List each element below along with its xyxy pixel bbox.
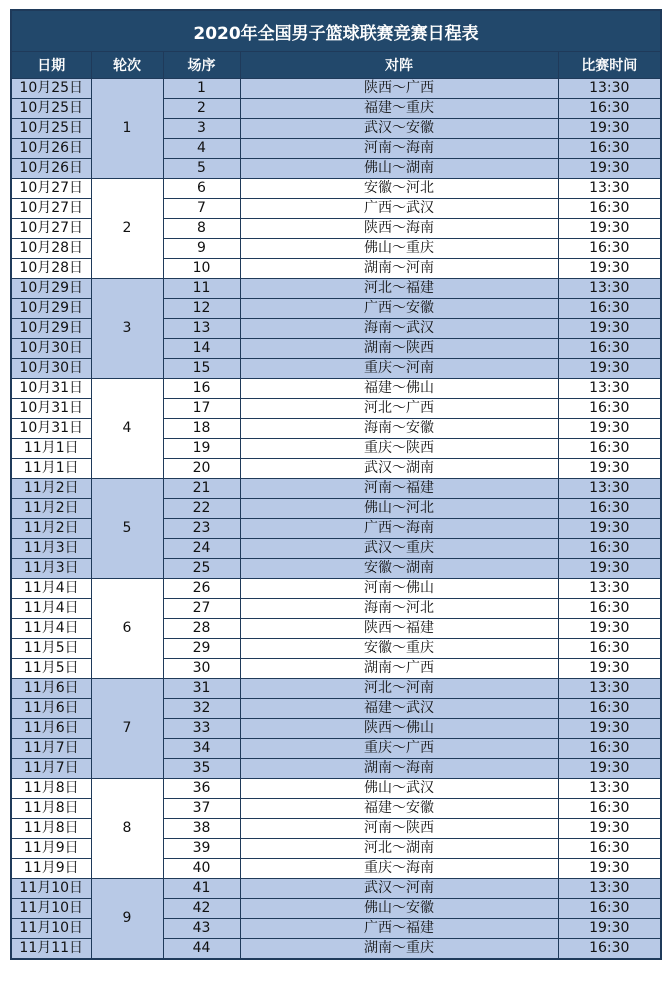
game-number-cell: 6 xyxy=(163,179,240,199)
match-cell: 重庆～河南 xyxy=(240,359,558,379)
match-cell: 河南～陕西 xyxy=(240,819,558,839)
date-cell: 11月1日 xyxy=(11,459,91,479)
time-cell: 13:30 xyxy=(558,779,661,799)
game-number-cell: 37 xyxy=(163,799,240,819)
date-cell: 10月31日 xyxy=(11,399,91,419)
time-cell: 19:30 xyxy=(558,159,661,179)
game-number-cell: 24 xyxy=(163,539,240,559)
date-cell: 10月27日 xyxy=(11,179,91,199)
match-cell: 海南～武汉 xyxy=(240,319,558,339)
date-cell: 11月2日 xyxy=(11,499,91,519)
date-cell: 11月10日 xyxy=(11,879,91,899)
table-row xyxy=(11,279,661,299)
date-cell: 11月6日 xyxy=(11,719,91,739)
match-cell: 佛山～武汉 xyxy=(240,779,558,799)
time-cell: 19:30 xyxy=(558,859,661,879)
match-cell: 安徽～湖南 xyxy=(240,559,558,579)
game-number-cell: 8 xyxy=(163,219,240,239)
table-row xyxy=(11,479,661,499)
schedule-table xyxy=(10,9,662,960)
date-cell: 10月27日 xyxy=(11,219,91,239)
header-time: 比赛时间 xyxy=(558,52,661,79)
round-cell: 7 xyxy=(91,679,163,779)
game-number-cell: 30 xyxy=(163,659,240,679)
time-cell: 13:30 xyxy=(558,679,661,699)
date-cell: 11月9日 xyxy=(11,859,91,879)
round-cell: 4 xyxy=(91,379,163,479)
game-number-cell: 14 xyxy=(163,339,240,359)
match-cell: 海南～河北 xyxy=(240,599,558,619)
time-cell: 16:30 xyxy=(558,299,661,319)
game-number-cell: 4 xyxy=(163,139,240,159)
game-number-cell: 32 xyxy=(163,699,240,719)
header-round: 轮次 xyxy=(91,52,163,79)
time-cell: 13:30 xyxy=(558,479,661,499)
date-cell: 10月30日 xyxy=(11,339,91,359)
game-number-cell: 5 xyxy=(163,159,240,179)
match-cell: 武汉～湖南 xyxy=(240,459,558,479)
match-cell: 广西～福建 xyxy=(240,919,558,939)
date-cell: 11月10日 xyxy=(11,899,91,919)
date-cell: 11月3日 xyxy=(11,559,91,579)
table-row xyxy=(11,379,661,399)
date-cell: 11月6日 xyxy=(11,699,91,719)
time-cell: 16:30 xyxy=(558,339,661,359)
round-cell: 8 xyxy=(91,779,163,879)
game-number-cell: 25 xyxy=(163,559,240,579)
game-number-cell: 27 xyxy=(163,599,240,619)
match-cell: 陕西～佛山 xyxy=(240,719,558,739)
match-cell: 福建～武汉 xyxy=(240,699,558,719)
time-cell: 19:30 xyxy=(558,559,661,579)
match-cell: 陕西～福建 xyxy=(240,619,558,639)
date-cell: 11月2日 xyxy=(11,519,91,539)
time-cell: 19:30 xyxy=(558,259,661,279)
date-cell: 11月8日 xyxy=(11,819,91,839)
time-cell: 19:30 xyxy=(558,119,661,139)
date-cell: 11月2日 xyxy=(11,479,91,499)
match-cell: 福建～安徽 xyxy=(240,799,558,819)
date-cell: 10月29日 xyxy=(11,319,91,339)
time-cell: 19:30 xyxy=(558,319,661,339)
date-cell: 10月31日 xyxy=(11,419,91,439)
game-number-cell: 40 xyxy=(163,859,240,879)
game-number-cell: 36 xyxy=(163,779,240,799)
game-number-cell: 39 xyxy=(163,839,240,859)
date-cell: 10月28日 xyxy=(11,239,91,259)
game-number-cell: 16 xyxy=(163,379,240,399)
time-cell: 19:30 xyxy=(558,759,661,779)
match-cell: 福建～佛山 xyxy=(240,379,558,399)
game-number-cell: 20 xyxy=(163,459,240,479)
time-cell: 13:30 xyxy=(558,279,661,299)
game-number-cell: 2 xyxy=(163,99,240,119)
match-cell: 安徽～重庆 xyxy=(240,639,558,659)
game-number-cell: 35 xyxy=(163,759,240,779)
date-cell: 10月26日 xyxy=(11,139,91,159)
match-cell: 湖南～广西 xyxy=(240,659,558,679)
round-cell: 5 xyxy=(91,479,163,579)
time-cell: 19:30 xyxy=(558,719,661,739)
time-cell: 19:30 xyxy=(558,219,661,239)
time-cell: 16:30 xyxy=(558,739,661,759)
match-cell: 河南～佛山 xyxy=(240,579,558,599)
match-cell: 重庆～海南 xyxy=(240,859,558,879)
date-cell: 11月6日 xyxy=(11,679,91,699)
header-row xyxy=(11,52,661,79)
match-cell: 武汉～安徽 xyxy=(240,119,558,139)
game-number-cell: 13 xyxy=(163,319,240,339)
game-number-cell: 42 xyxy=(163,899,240,919)
date-cell: 11月4日 xyxy=(11,599,91,619)
date-cell: 11月1日 xyxy=(11,439,91,459)
match-cell: 重庆～广西 xyxy=(240,739,558,759)
time-cell: 16:30 xyxy=(558,539,661,559)
date-cell: 11月8日 xyxy=(11,779,91,799)
game-number-cell: 3 xyxy=(163,119,240,139)
game-number-cell: 12 xyxy=(163,299,240,319)
game-number-cell: 43 xyxy=(163,919,240,939)
time-cell: 19:30 xyxy=(558,919,661,939)
game-number-cell: 9 xyxy=(163,239,240,259)
time-cell: 16:30 xyxy=(558,139,661,159)
time-cell: 13:30 xyxy=(558,79,661,99)
match-cell: 海南～安徽 xyxy=(240,419,558,439)
game-number-cell: 44 xyxy=(163,939,240,960)
date-cell: 11月4日 xyxy=(11,619,91,639)
date-cell: 10月25日 xyxy=(11,99,91,119)
match-cell: 河北～广西 xyxy=(240,399,558,419)
match-cell: 佛山～安徽 xyxy=(240,899,558,919)
round-cell: 3 xyxy=(91,279,163,379)
table-row xyxy=(11,879,661,899)
time-cell: 16:30 xyxy=(558,99,661,119)
match-cell: 武汉～河南 xyxy=(240,879,558,899)
time-cell: 16:30 xyxy=(558,899,661,919)
date-cell: 10月31日 xyxy=(11,379,91,399)
game-number-cell: 11 xyxy=(163,279,240,299)
time-cell: 13:30 xyxy=(558,879,661,899)
time-cell: 16:30 xyxy=(558,439,661,459)
game-number-cell: 17 xyxy=(163,399,240,419)
date-cell: 10月27日 xyxy=(11,199,91,219)
table-row xyxy=(11,179,661,199)
match-cell: 河北～河南 xyxy=(240,679,558,699)
game-number-cell: 1 xyxy=(163,79,240,99)
time-cell: 16:30 xyxy=(558,199,661,219)
header-match: 对阵 xyxy=(240,52,558,79)
game-number-cell: 23 xyxy=(163,519,240,539)
header-date: 日期 xyxy=(11,52,91,79)
time-cell: 16:30 xyxy=(558,939,661,960)
date-cell: 11月10日 xyxy=(11,919,91,939)
round-cell: 9 xyxy=(91,879,163,960)
game-number-cell: 29 xyxy=(163,639,240,659)
time-cell: 13:30 xyxy=(558,179,661,199)
match-cell: 河北～湖南 xyxy=(240,839,558,859)
match-cell: 武汉～重庆 xyxy=(240,539,558,559)
match-cell: 安徽～河北 xyxy=(240,179,558,199)
date-cell: 11月4日 xyxy=(11,579,91,599)
match-cell: 湖南～河南 xyxy=(240,259,558,279)
game-number-cell: 31 xyxy=(163,679,240,699)
date-cell: 11月5日 xyxy=(11,659,91,679)
time-cell: 16:30 xyxy=(558,639,661,659)
date-cell: 11月5日 xyxy=(11,639,91,659)
time-cell: 19:30 xyxy=(558,419,661,439)
match-cell: 福建～重庆 xyxy=(240,99,558,119)
date-cell: 10月28日 xyxy=(11,259,91,279)
time-cell: 16:30 xyxy=(558,599,661,619)
time-cell: 16:30 xyxy=(558,699,661,719)
match-cell: 河北～福建 xyxy=(240,279,558,299)
game-number-cell: 34 xyxy=(163,739,240,759)
time-cell: 19:30 xyxy=(558,359,661,379)
match-cell: 广西～武汉 xyxy=(240,199,558,219)
round-cell: 1 xyxy=(91,79,163,179)
match-cell: 佛山～河北 xyxy=(240,499,558,519)
round-cell: 2 xyxy=(91,179,163,279)
match-cell: 湖南～海南 xyxy=(240,759,558,779)
date-cell: 10月25日 xyxy=(11,79,91,99)
time-cell: 16:30 xyxy=(558,839,661,859)
time-cell: 19:30 xyxy=(558,519,661,539)
date-cell: 11月11日 xyxy=(11,939,91,960)
date-cell: 11月7日 xyxy=(11,759,91,779)
match-cell: 河南～海南 xyxy=(240,139,558,159)
time-cell: 19:30 xyxy=(558,619,661,639)
table-row xyxy=(11,779,661,799)
date-cell: 10月25日 xyxy=(11,119,91,139)
game-number-cell: 18 xyxy=(163,419,240,439)
date-cell: 11月7日 xyxy=(11,739,91,759)
game-number-cell: 26 xyxy=(163,579,240,599)
time-cell: 16:30 xyxy=(558,239,661,259)
date-cell: 10月30日 xyxy=(11,359,91,379)
time-cell: 13:30 xyxy=(558,579,661,599)
game-number-cell: 28 xyxy=(163,619,240,639)
time-cell: 19:30 xyxy=(558,459,661,479)
page-title: 2020年全国男子篮球联赛竞赛日程表 xyxy=(11,10,661,52)
match-cell: 佛山～重庆 xyxy=(240,239,558,259)
match-cell: 河南～福建 xyxy=(240,479,558,499)
game-number-cell: 15 xyxy=(163,359,240,379)
time-cell: 19:30 xyxy=(558,819,661,839)
table-row xyxy=(11,79,661,99)
game-number-cell: 21 xyxy=(163,479,240,499)
header-game-number: 场序 xyxy=(163,52,240,79)
match-cell: 陕西～广西 xyxy=(240,79,558,99)
time-cell: 16:30 xyxy=(558,799,661,819)
table-row xyxy=(11,679,661,699)
date-cell: 11月8日 xyxy=(11,799,91,819)
time-cell: 19:30 xyxy=(558,659,661,679)
date-cell: 10月26日 xyxy=(11,159,91,179)
match-cell: 陕西～海南 xyxy=(240,219,558,239)
date-cell: 10月29日 xyxy=(11,279,91,299)
game-number-cell: 41 xyxy=(163,879,240,899)
game-number-cell: 38 xyxy=(163,819,240,839)
match-cell: 广西～安徽 xyxy=(240,299,558,319)
time-cell: 13:30 xyxy=(558,379,661,399)
date-cell: 11月3日 xyxy=(11,539,91,559)
time-cell: 16:30 xyxy=(558,499,661,519)
game-number-cell: 10 xyxy=(163,259,240,279)
schedule-body xyxy=(11,79,661,960)
date-cell: 11月9日 xyxy=(11,839,91,859)
match-cell: 佛山～湖南 xyxy=(240,159,558,179)
date-cell: 10月29日 xyxy=(11,299,91,319)
match-cell: 广西～海南 xyxy=(240,519,558,539)
round-cell: 6 xyxy=(91,579,163,679)
match-cell: 湖南～陕西 xyxy=(240,339,558,359)
time-cell: 16:30 xyxy=(558,399,661,419)
game-number-cell: 7 xyxy=(163,199,240,219)
game-number-cell: 22 xyxy=(163,499,240,519)
match-cell: 重庆～陕西 xyxy=(240,439,558,459)
match-cell: 湖南～重庆 xyxy=(240,939,558,960)
game-number-cell: 33 xyxy=(163,719,240,739)
game-number-cell: 19 xyxy=(163,439,240,459)
table-row xyxy=(11,579,661,599)
